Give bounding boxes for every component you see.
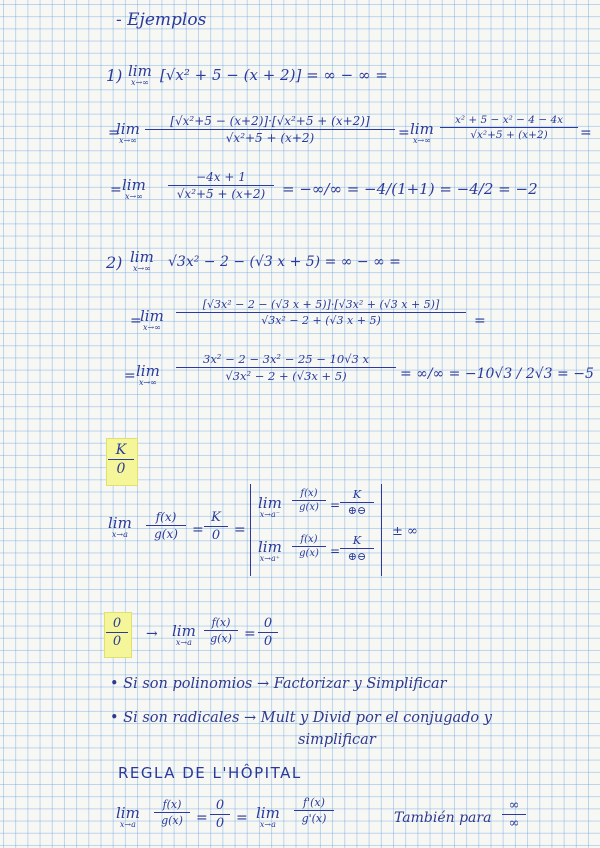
box-denominator: 0 (116, 461, 126, 477)
ex1-limit-2 (116, 122, 140, 145)
fraction-denominator: g(x) (299, 548, 319, 559)
ex2-eq1: = (130, 313, 142, 329)
fraction-numerator: f(x) (292, 534, 326, 547)
hopital-fg (154, 798, 190, 827)
zz-arrow: → (146, 626, 158, 642)
fraction-numerator: 3x² − 2 − 3x² − 25 − 10√3 x (176, 352, 396, 368)
lim-subscript: x→∞ (118, 136, 137, 145)
k-over-zero-box (108, 442, 134, 477)
bullet-radicales: • Si son radicales → Mult y Divid por el conjugado y (110, 710, 492, 726)
ex2-limit-3 (136, 364, 160, 387)
ex2-limit-2 (140, 309, 164, 332)
fraction-numerator: f(x) (292, 488, 326, 501)
fraction-numerator: f(x) (146, 510, 186, 526)
lim-subscript: x→a⁺ (259, 554, 281, 563)
lim-subscript: x→a (119, 820, 136, 829)
fraction-numerator: f'(x) (294, 796, 334, 811)
fraction-denominator: ⊕⊖ (347, 550, 367, 563)
fraction-numerator: f(x) (154, 798, 190, 813)
box-numerator: 0 (106, 616, 128, 633)
ex1-fraction-2 (440, 114, 578, 141)
fraction-denominator: g(x) (210, 632, 232, 645)
k0-eq2: = (234, 522, 246, 538)
hopital-inf-over-inf (502, 798, 526, 831)
fraction-numerator: −4x + 1 (168, 170, 274, 186)
fraction-numerator: x² + 5 − x² − 4 − 4x (440, 114, 578, 128)
hopital-also: También para (394, 810, 492, 826)
hopital-derivatives (294, 796, 334, 825)
fraction-denominator: ∞ (508, 816, 520, 831)
page-title: - Ejemplos (116, 10, 207, 30)
ex1-limit (128, 64, 152, 87)
k0-left-limit (258, 496, 282, 519)
hopital-limit (116, 806, 140, 829)
box-numerator: K (108, 442, 134, 460)
k0-fg-fraction (146, 510, 186, 541)
lim-label: lim (130, 248, 154, 266)
fraction-denominator: g(x) (154, 527, 178, 541)
fraction-denominator: ⊕⊖ (347, 504, 367, 517)
ex1-eq2: = (398, 125, 410, 141)
k0-k-over-zero (204, 510, 228, 543)
fraction-denominator: 0 (211, 528, 221, 543)
lim-label: lim (116, 120, 140, 138)
fraction-numerator: K (340, 488, 374, 503)
lim-label: lim (258, 494, 282, 512)
fraction-denominator: g(x) (161, 814, 183, 827)
zero-over-zero-box (106, 616, 128, 649)
lim-subscript: x→a (259, 820, 276, 829)
k0-left-fg (292, 488, 326, 513)
ex1-result: = −∞/∞ = −4/(1+1) = −4/2 = −2 (282, 180, 538, 198)
ex2-number: 2) (106, 253, 123, 272)
k0-right-result (340, 534, 374, 563)
lim-label: lim (172, 622, 196, 640)
lim-label: lim (122, 176, 146, 194)
fraction-numerator: K (340, 534, 374, 549)
k0-left-result (340, 488, 374, 517)
fraction-denominator: √3x² − 2 + (√3 x + 5) (261, 314, 381, 327)
fraction-denominator: √3x² − 2 + (√3x + 5) (225, 369, 347, 383)
ex2-eq2: = (474, 313, 486, 329)
lim-subscript: x→a (175, 638, 192, 647)
zz-eq: = (244, 626, 256, 642)
ex2-fraction-1 (176, 298, 466, 327)
fraction-numerator: 0 (210, 798, 230, 815)
ex2-limit (130, 250, 154, 273)
fraction-denominator: 0 (215, 816, 225, 831)
fraction-denominator: g(x) (299, 502, 319, 513)
fraction-denominator: g'(x) (301, 812, 327, 825)
hopital-eq1: = (196, 810, 208, 826)
hopital-zero-over-zero (210, 798, 230, 831)
lim-subscript: x→∞ (132, 264, 151, 273)
k0-result: ± ∞ (392, 524, 418, 539)
hopital-eq2: = (236, 810, 248, 826)
ex2-eq3: = (124, 368, 136, 384)
lim-label: lim (136, 362, 160, 380)
bullet-polinomios: • Si son polinomios → Factorizar y Simplificar (110, 676, 447, 692)
ex1-limit-3 (410, 122, 434, 145)
fraction-numerator: 0 (258, 616, 278, 633)
hopital-limit-2 (256, 806, 280, 829)
lim-subscript: x→a⁻ (259, 510, 281, 519)
hopital-heading: REGLA DE L'HÔPITAL (118, 764, 302, 782)
ex1-eq4: = (110, 182, 122, 198)
lim-label: lim (256, 804, 280, 822)
lim-label: lim (116, 804, 140, 822)
ex1-limit-4 (122, 178, 146, 201)
zz-result (258, 616, 278, 649)
fraction-denominator: √x²+5 + (x+2) (470, 129, 548, 141)
ex1-fraction-1 (145, 114, 395, 145)
fraction-numerator: [√x²+5 − (x+2)]·[√x²+5 + (x+2)] (145, 114, 395, 130)
lim-subscript: x→a (111, 530, 128, 539)
ex1-eq3: = (580, 125, 592, 141)
k0-left-eq: = (330, 498, 341, 512)
ex2-expression: √3x² − 2 − (√3 x + 5) = ∞ − ∞ = (168, 254, 401, 270)
lim-subscript: x→∞ (124, 192, 143, 201)
bullet-radicales-cont: simplificar (298, 732, 376, 748)
lim-label: lim (410, 120, 434, 138)
fraction-numerator: [√3x² − 2 − (√3 x + 5)]·[√3x² + (√3 x + 5)] (176, 298, 466, 313)
fraction-numerator: f(x) (204, 616, 238, 631)
ex1-number: 1) (106, 66, 123, 85)
fraction-numerator: K (204, 510, 228, 527)
fraction-denominator: 0 (263, 634, 273, 649)
lim-subscript: x→∞ (412, 136, 431, 145)
k0-right-fg (292, 534, 326, 559)
lim-label: lim (108, 514, 132, 532)
ex1-fraction-3 (168, 170, 274, 201)
fraction-denominator: √x²+5 + (x+2) (176, 187, 266, 201)
k0-eq1: = (192, 522, 204, 538)
ex2-result: = ∞/∞ = −10√3 / 2√3 = −5 (400, 366, 594, 382)
lim-label: lim (140, 307, 164, 325)
k0-right-eq: = (330, 544, 341, 558)
box-denominator: 0 (112, 634, 122, 649)
ex2-fraction-2 (176, 352, 396, 383)
ex1-eq1: = (108, 125, 120, 141)
k0-limit (108, 516, 132, 539)
ex1-expression: [√x² + 5 − (x + 2)] = ∞ − ∞ = (160, 66, 388, 84)
lim-label: lim (128, 62, 152, 80)
zz-limit (172, 624, 196, 647)
zz-fg-fraction (204, 616, 238, 645)
lim-label: lim (258, 538, 282, 556)
lim-subscript: x→∞ (138, 378, 157, 387)
lim-subscript: x→∞ (130, 78, 149, 87)
k0-right-limit (258, 540, 282, 563)
lim-subscript: x→∞ (142, 323, 161, 332)
fraction-denominator: √x²+5 + (x+2) (225, 131, 315, 145)
fraction-numerator: ∞ (502, 798, 526, 815)
